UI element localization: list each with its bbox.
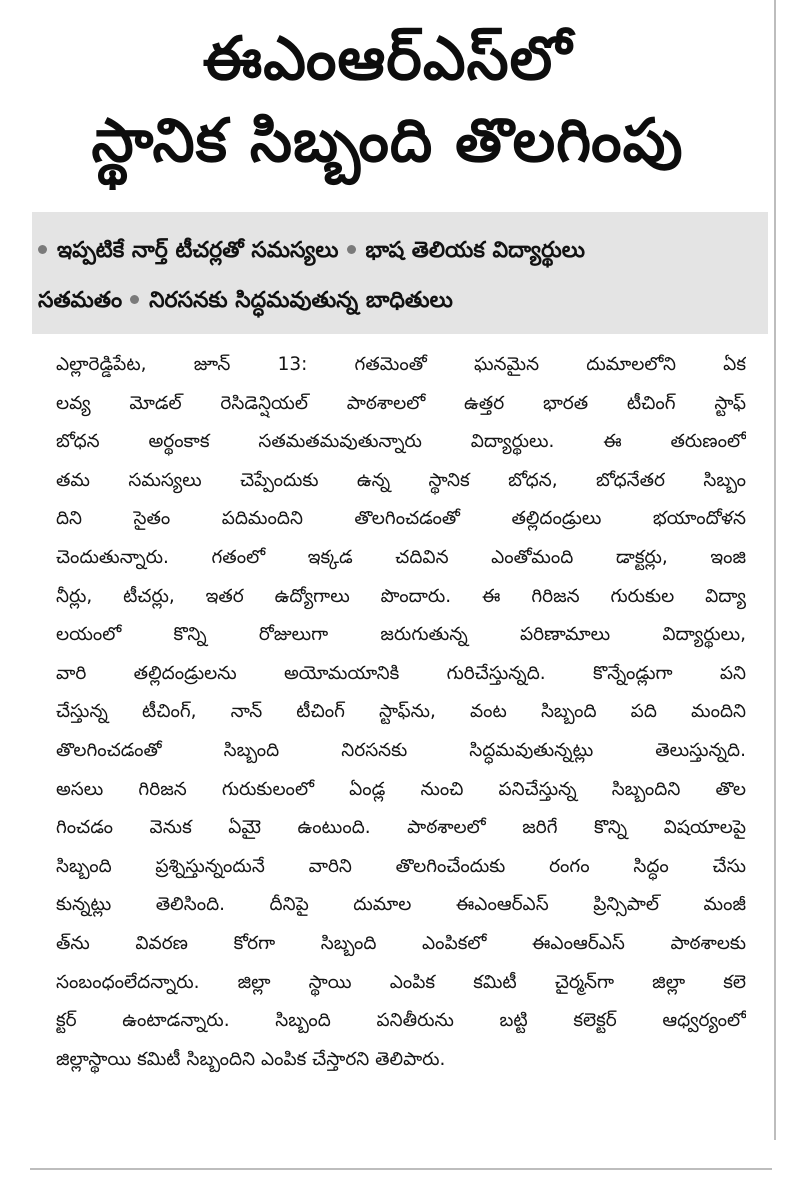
article-line: సంబంధంలేదన్నారు. జిల్లా స్థాయి ఎంపిక కమిటీ చైర్మన్‌గా జిల్లా కలె (56, 971, 746, 993)
subheadline-point-2-cont: సతమతం (38, 288, 123, 313)
article-line: త్‌ను వివరణ కోరగా సిబ్బంది ఎంపికలో ఈఎంఆర్ఎస్ పాఠశాలకు (56, 932, 746, 954)
bullet-dot-icon (38, 245, 47, 254)
headline (0, 18, 775, 182)
article-line: బోధన అర్థంకాక సతమతమవుతున్నారు విద్యార్థులు. ఈ తరుణంలో (56, 431, 746, 453)
article-line: జిల్లాస్థాయి కమిటీ సిబ్బందిని ఎంపిక చేస్తారని తెలిపారు. (56, 1048, 446, 1070)
subheadline-point-3: నిరసనకు సిద్ధమవుతున్న బాధితులు (149, 288, 453, 313)
article-line: కున్నట్లు తెలిసింది. దీనిపై దుమాల ఈఎంఆర్ఎస్ ప్రిన్సిపాల్ మంజీ (56, 894, 746, 916)
article-line: నీర్లు, టీచర్లు, ఇతర ఉద్యోగాలు పొందారు. ఈ గిరిజన గురుకుల విద్యా (56, 585, 746, 607)
article-line: క్టర్ ఉంటాడన్నారు. సిబ్బంది పనితీరును బట్టి కలెక్టర్ ఆధ్వర్యంలో (56, 1010, 746, 1032)
article-line: చేస్తున్న టీచింగ్, నాన్ టీచింగ్ స్టాఫ్‌ను, వంట సిబ్బంది పది మందిని (56, 701, 746, 723)
article-line: చెందుతున్నారు. గతంలో ఇక్కడ చదివిన ఎంతోమంది డాక్టర్లు, ఇంజి (56, 546, 746, 568)
article-line: సిబ్బంది ప్రశ్నిస్తున్నందునే వారిని తొలగించేందుకు రంగం సిద్ధం చేసు (56, 855, 746, 877)
headline-line-2: స్థానిక సిబ్బంది తొలగింపు (91, 106, 684, 176)
article-line: లయంలో కొన్ని రోజులుగా జరుగుతున్న పరిణామాలు విద్యార్థులు, (56, 624, 746, 646)
article-line: వారి తల్లిదండ్రులను అయోమయానికి గురిచేస్తున్నది. కొన్నేండ్లుగా పని (56, 662, 746, 684)
article-line: గించడం వెనుక ఏమైె ఉంటుంది. పాఠశాలలో జరిగే కొన్ని విషయాలపై (56, 817, 746, 839)
subheadline-point-2: భాష తెలియక విద్యార్థులు (365, 238, 585, 263)
article-line: దిని సైతం పదిమందిని తొలగించడంతో తల్లిదండ్రులు భయాందోళన (56, 508, 746, 530)
article-line: తొలగించడంతో సిబ్బంది నిరసనకు సిద్ధమవుతున్నట్లు తెలుస్తున్నది. (56, 739, 746, 761)
subheadline-row-1 (38, 226, 758, 276)
column-divider (774, 0, 776, 1140)
article-body (56, 346, 746, 1079)
article-line: తమ సమస్యలు చెప్పేందుకు ఉన్న స్థానిక బోధన, బోధనేతర సిబ్బం (56, 469, 746, 491)
subheadline-point-1: ఇప్పటికే నార్త్ టీచర్లతో సమస్యలు (57, 238, 339, 263)
bullet-dot-icon (347, 245, 356, 254)
subheadline-row-2 (38, 276, 758, 326)
subheadline-box (32, 212, 768, 334)
bottom-divider (30, 1168, 772, 1170)
article-line: ఎల్లారెడ్డిపేట, జూన్ 13: గతమెంతో ఘనమైన దుమాలలోని ఏక (56, 354, 746, 375)
article-line: లవ్య మోడల్ రెసిడెన్షియల్ పాఠశాలలో ఉత్తర భారత టీచింగ్ స్టాఫ్ (56, 392, 746, 414)
article-line: అసలు గిరిజన గురుకులంలో ఏండ్ల నుంచి పనిచేస్తున్న సిబ్బందిని తొల (56, 778, 746, 800)
bullet-dot-icon (130, 295, 139, 304)
headline-line-1: ఈఎంఆర్ఎస్‌లో (202, 24, 573, 94)
